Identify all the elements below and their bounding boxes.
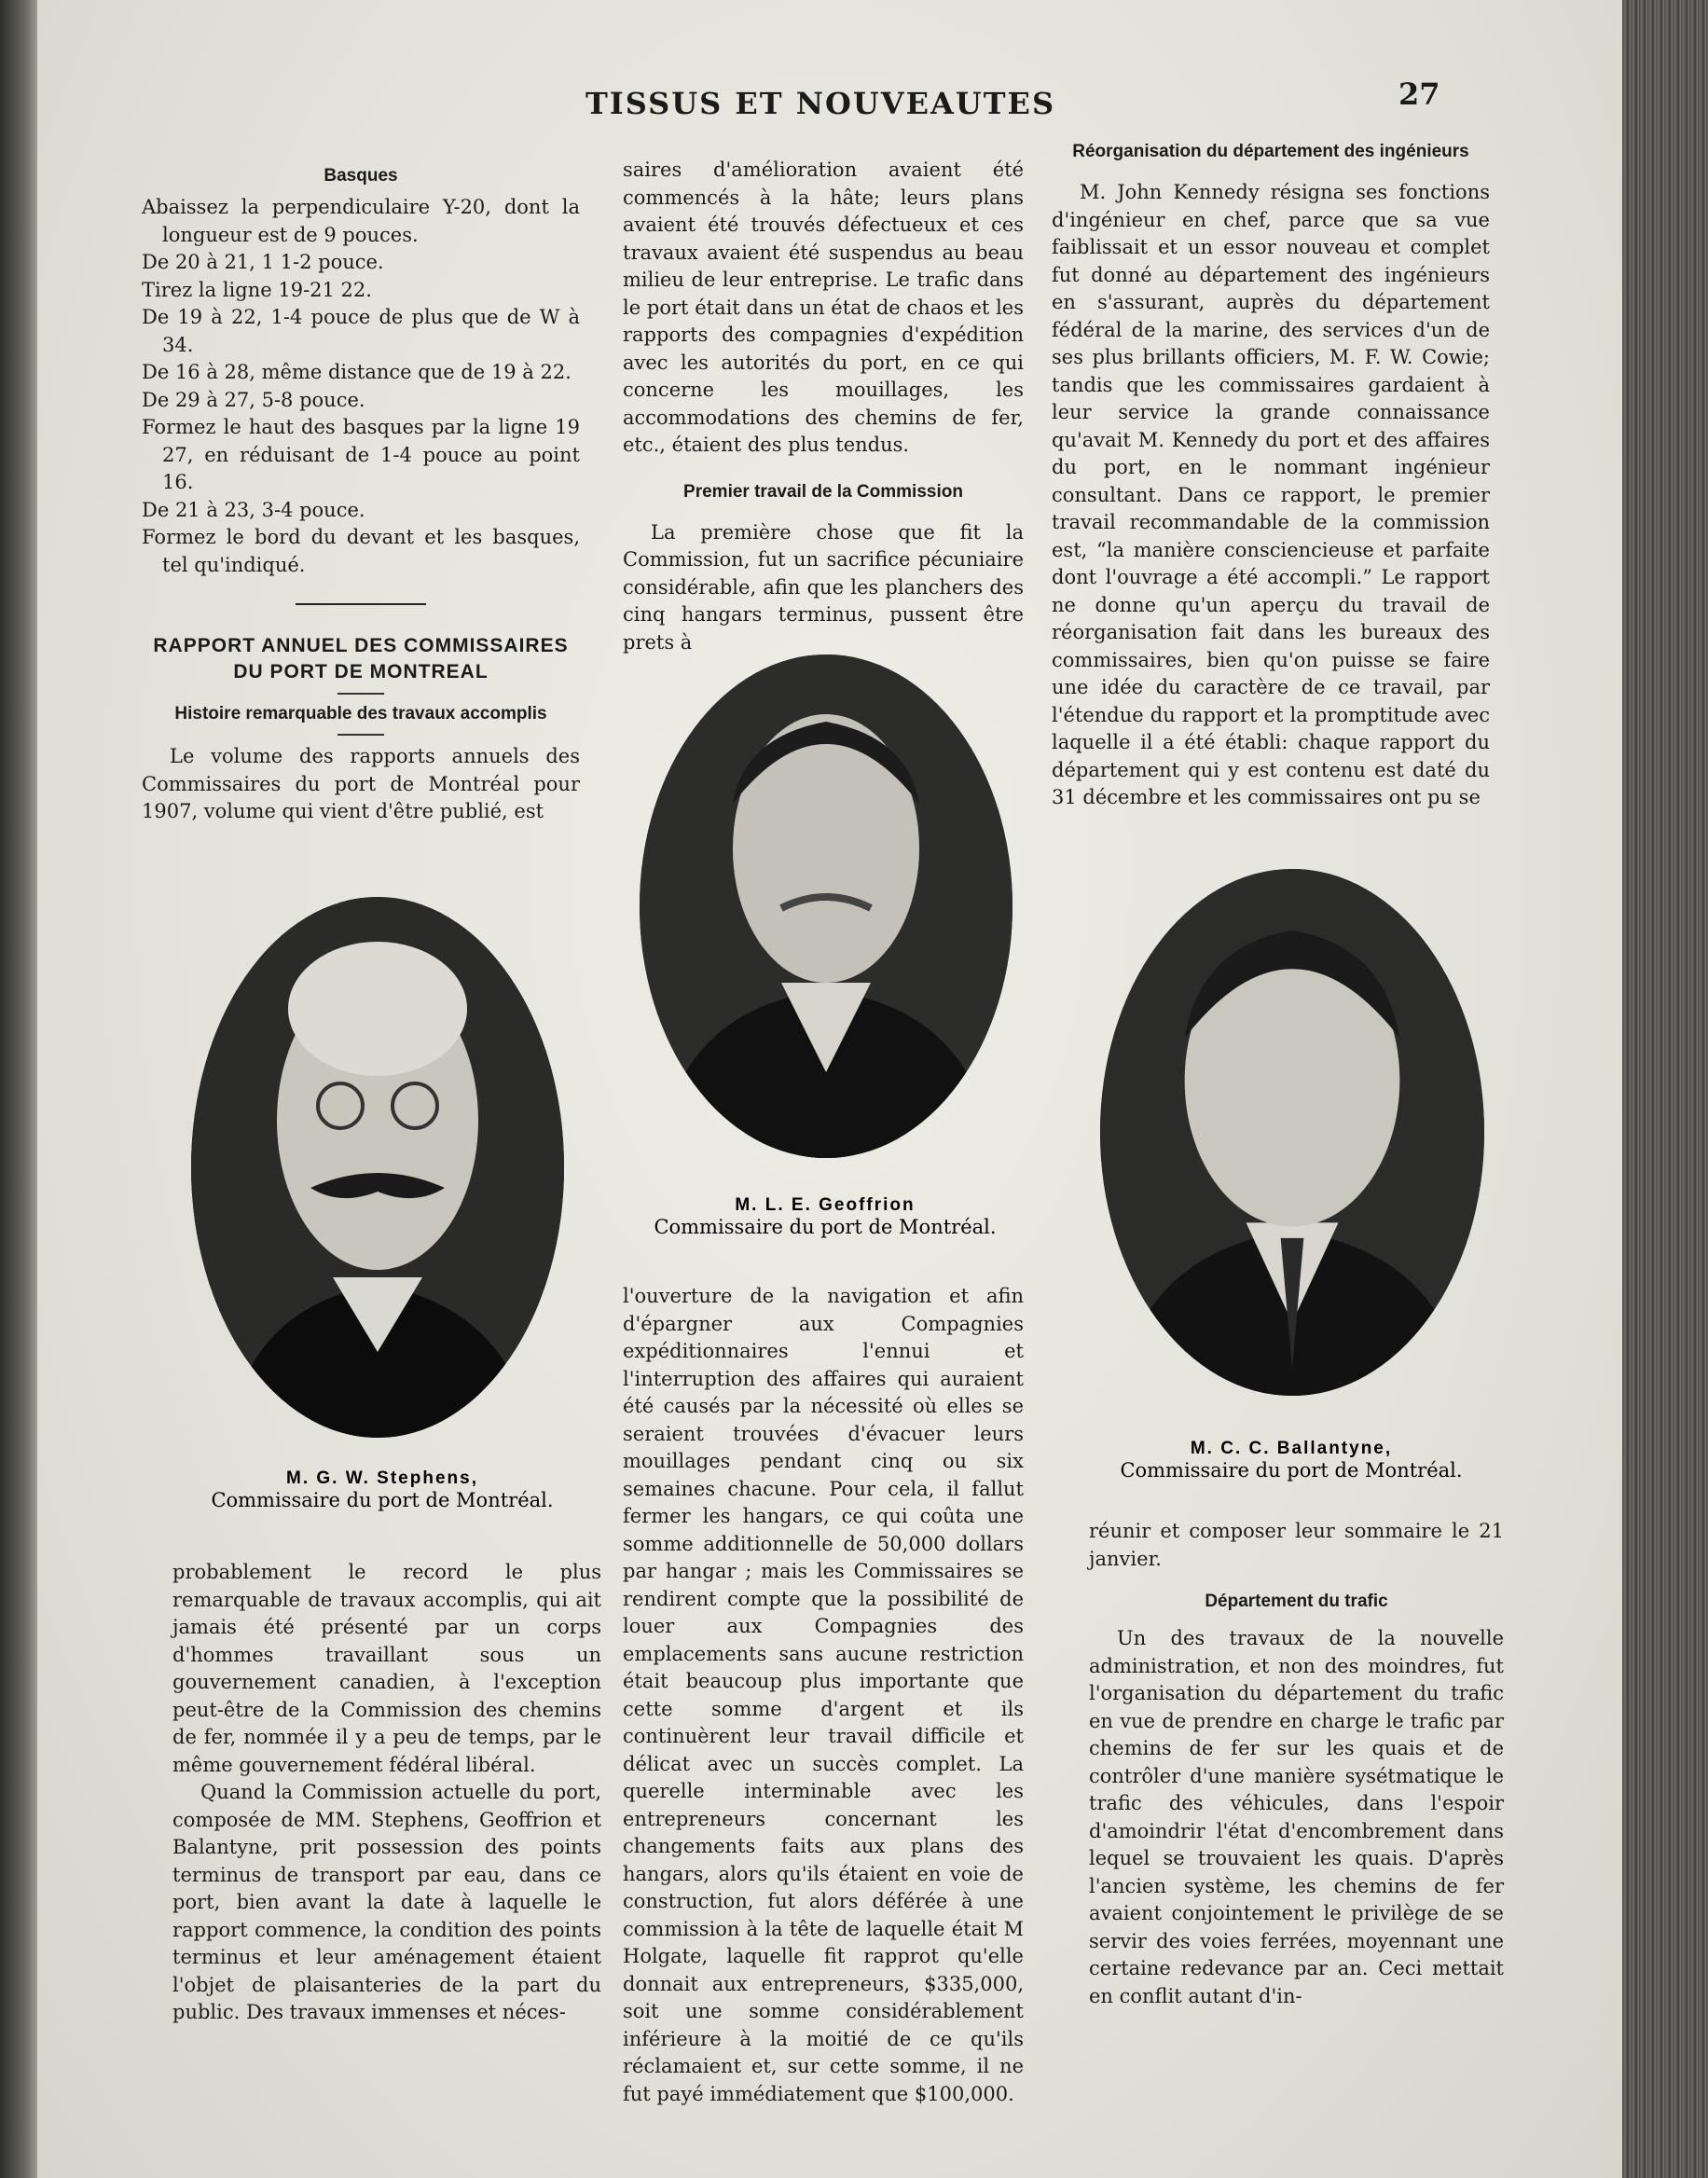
basques-line: Abaissez la perpendiculaire Y-20, dont la longueur est de 9 pouces. — [142, 196, 580, 246]
portrait-name: M. G. W. Stephens, — [286, 1468, 478, 1488]
column-1-bottom — [172, 1559, 601, 2027]
section-heading: Premier travail de la Commission — [683, 481, 963, 502]
basques-line: De 16 à 28, même distance que de 19 à 22. — [142, 361, 572, 383]
section-heading: Réorganisation du département des ingénieurs — [1072, 142, 1469, 161]
caption-geoffrion — [625, 1195, 1026, 1238]
basques-line: De 19 à 22, 1-4 pouce de plus que de W à 34. — [142, 306, 580, 356]
caption-stephens — [186, 1468, 578, 1511]
intro-paragraph: Le volume des rapports annuels des Commissaires du port de Montréal pour 1907, volume qui vient d'être publié, est — [142, 745, 580, 822]
portrait-name: M. L. E. Geoffrion — [735, 1195, 916, 1215]
article-subtitle: Histoire remarquable des travaux accomplis — [174, 704, 547, 724]
paragraph: saires d'amélioration avaient été commencés à la hâte; leurs plans avaient été trouvés défectueux et ces travaux avaient été suspendus au beau milieu de leur entreprise. Le trafic dans le port était dans un état de chaos et les rapports des compagnies d'expédition avec les autorités du port, en ce qui concerne les mouillages, les accommodations des chemins de fer, etc., étaient des plus tendus. — [623, 159, 1024, 456]
article-title: RAPPORT ANNUEL DES COMMISSAIRES DU PORT DE MONTREAL — [153, 635, 569, 682]
paragraph: réunir et composer leur sommaire le 21 janvier. — [1089, 1520, 1504, 1570]
basques-line: De 21 à 23, 3-4 pouce. — [142, 498, 365, 521]
column-3-bottom — [1089, 1518, 1504, 2010]
basques-line: Tirez la ligne 19-21 22. — [142, 278, 372, 301]
portrait-name: M. C. C. Ballantyne, — [1190, 1439, 1393, 1458]
subtitle-rule — [337, 734, 384, 736]
paragraph: Quand la Commission actuelle du port, composée de MM. Stephens, Geoffrion et Balantyne, prit possession des points terminus de transport par eau, dans ce port, bien avant la date à laquelle le rapport commence, la condition des points terminus et leur aménagement étaient l'objet de plaisanteries de la part du public. Des travaux immenses et néces- — [172, 1781, 601, 2023]
portrait-title: Commissaire du port de Montréal. — [211, 1489, 554, 1511]
page-number: 27 — [1398, 76, 1440, 112]
portrait-stephens — [191, 897, 564, 1438]
portrait-title: Commissaire du port de Montréal. — [654, 1216, 997, 1238]
paragraph: La première chose que fit la Commission, fut un sacrifice pécuniaire considérable, afin que les planchers des cinq hangars terminus, pussent être prets à — [623, 520, 1024, 654]
basques-line: De 29 à 27, 5-8 pouce. — [142, 388, 365, 411]
portrait-title: Commissaire du port de Montréal. — [1120, 1459, 1463, 1482]
book-page-stack — [1622, 0, 1708, 2178]
paragraph: Un des travaux de la nouvelle administration, et non des moindres, fut l'organisation du département du trafic en vue de prendre en charge le trafic par chemins de fer sur les quais et de contrôler d'une manière sysétmatique le trafic des véhicules, dans l'espoir d'amoindrir l'état d'encombrement dans lequel se trouvaient les quais. D'après l'ancien système, les chemins de fer avaient conjointement le privilège de se servir des voies ferrées, moyennant une certaine redevance par an. Ceci mettait en conflit autant d'in- — [1089, 1627, 1504, 2007]
section-heading: Département du trafic — [1205, 1592, 1388, 1611]
book-left-edge — [0, 0, 37, 2178]
portrait-geoffrion — [640, 655, 1012, 1158]
portrait-ballantyne — [1100, 869, 1484, 1396]
caption-ballantyne — [1091, 1439, 1492, 1482]
basques-heading: Basques — [324, 166, 398, 186]
section-divider — [296, 603, 426, 605]
paragraph: M. John Kennedy résigna ses fonctions d'ingénieur en chef, parce que sa vue faiblissait et un essor nouveau et complet fut donné au département des ingénieurs en s'assurant, auprès du département fédéral de la marine, des services d'un de ses plus brillants officiers, M. F. W. Cowie; tandis que les commissaires gardaient à leur service la grande connaissance qu'avait M. Kennedy du port et des affaires du port, en le nommant ingénieur consultant. Dans ce rapport, le premier travail recommandable de la commission est, “la manière consciencieuse et parfaite dont l'ouvrage a été accompli.” Le rapport ne donne qu'un aperçu du travail de réorganisation fait dans les bureaux des commissaires, bien qu'on puisse se faire une idée du caractère de ce travail, par l'étendue du rapport et la promptitude avec laquelle il a été établi: chaque rapport du département qui y est contenu est daté du 31 décembre et les commissaires ont pu se — [1052, 181, 1490, 808]
column-3-top — [1052, 140, 1490, 812]
paragraph: l'ouverture de la navigation et afin d'épargner aux Compagnies expéditionnaires l'ennui et l'interruption des affaires qui auraient été causés par la nécessité où elles se seraient trouvées d'évacuer leurs mouillages pendant cinq ou six semaines chacune. Pour cela, il fallut fermer les hangars, ce qui coûta une somme additionnelle de 50,000 dollars par hangar ; mais les Commissaires se rendirent compte que la possibilité de louer aux Compagnies des emplacements sans aucune restriction était beaucoup plus importante que cette somme d'argent et ils continuèrent leur travail difficile et délicat avec un succès complet. La querelle interminable avec les entrepreneurs concernant les changements faits aux plans des hangars, alors qu'ils étaient en voie de construction, fut alors déférée à une commission à la tête de laquelle était M Holgate, laquelle fit rapprot qu'elle donnait aux entrepreneurs, $335,000, soit une somme considérablement inférieure à la moitié de ce qu'ils réclamaient et, sur cette somme, il ne fut payé immédiatement que $100,000. — [623, 1285, 1024, 2105]
basques-line: De 20 à 21, 1 1-2 pouce. — [142, 251, 384, 273]
basques-line: Formez le bord du devant et les basques, tel qu'indiqué. — [142, 526, 580, 576]
title-rule — [337, 693, 384, 695]
paragraph: probablement le record le plus remarquable de travaux accomplis, qui ait jamais été présenté par un corps d'hommes travaillant sous un gouvernement canadien, à l'exception peut-être de la Commission des chemins de fer, nommée il y a peu de temps, par le même gouvernement fédéral libéral. — [172, 1561, 601, 1776]
running-header: TISSUS ET NOUVEAUTES — [585, 86, 1056, 121]
column-2-bottom — [623, 1283, 1024, 2108]
basques-line: Formez le haut des basques par la ligne 19 27, en réduisant de 1-4 pouce au point 16. — [142, 416, 580, 493]
column-2-top — [623, 157, 1024, 656]
column-1-top — [142, 164, 580, 826]
